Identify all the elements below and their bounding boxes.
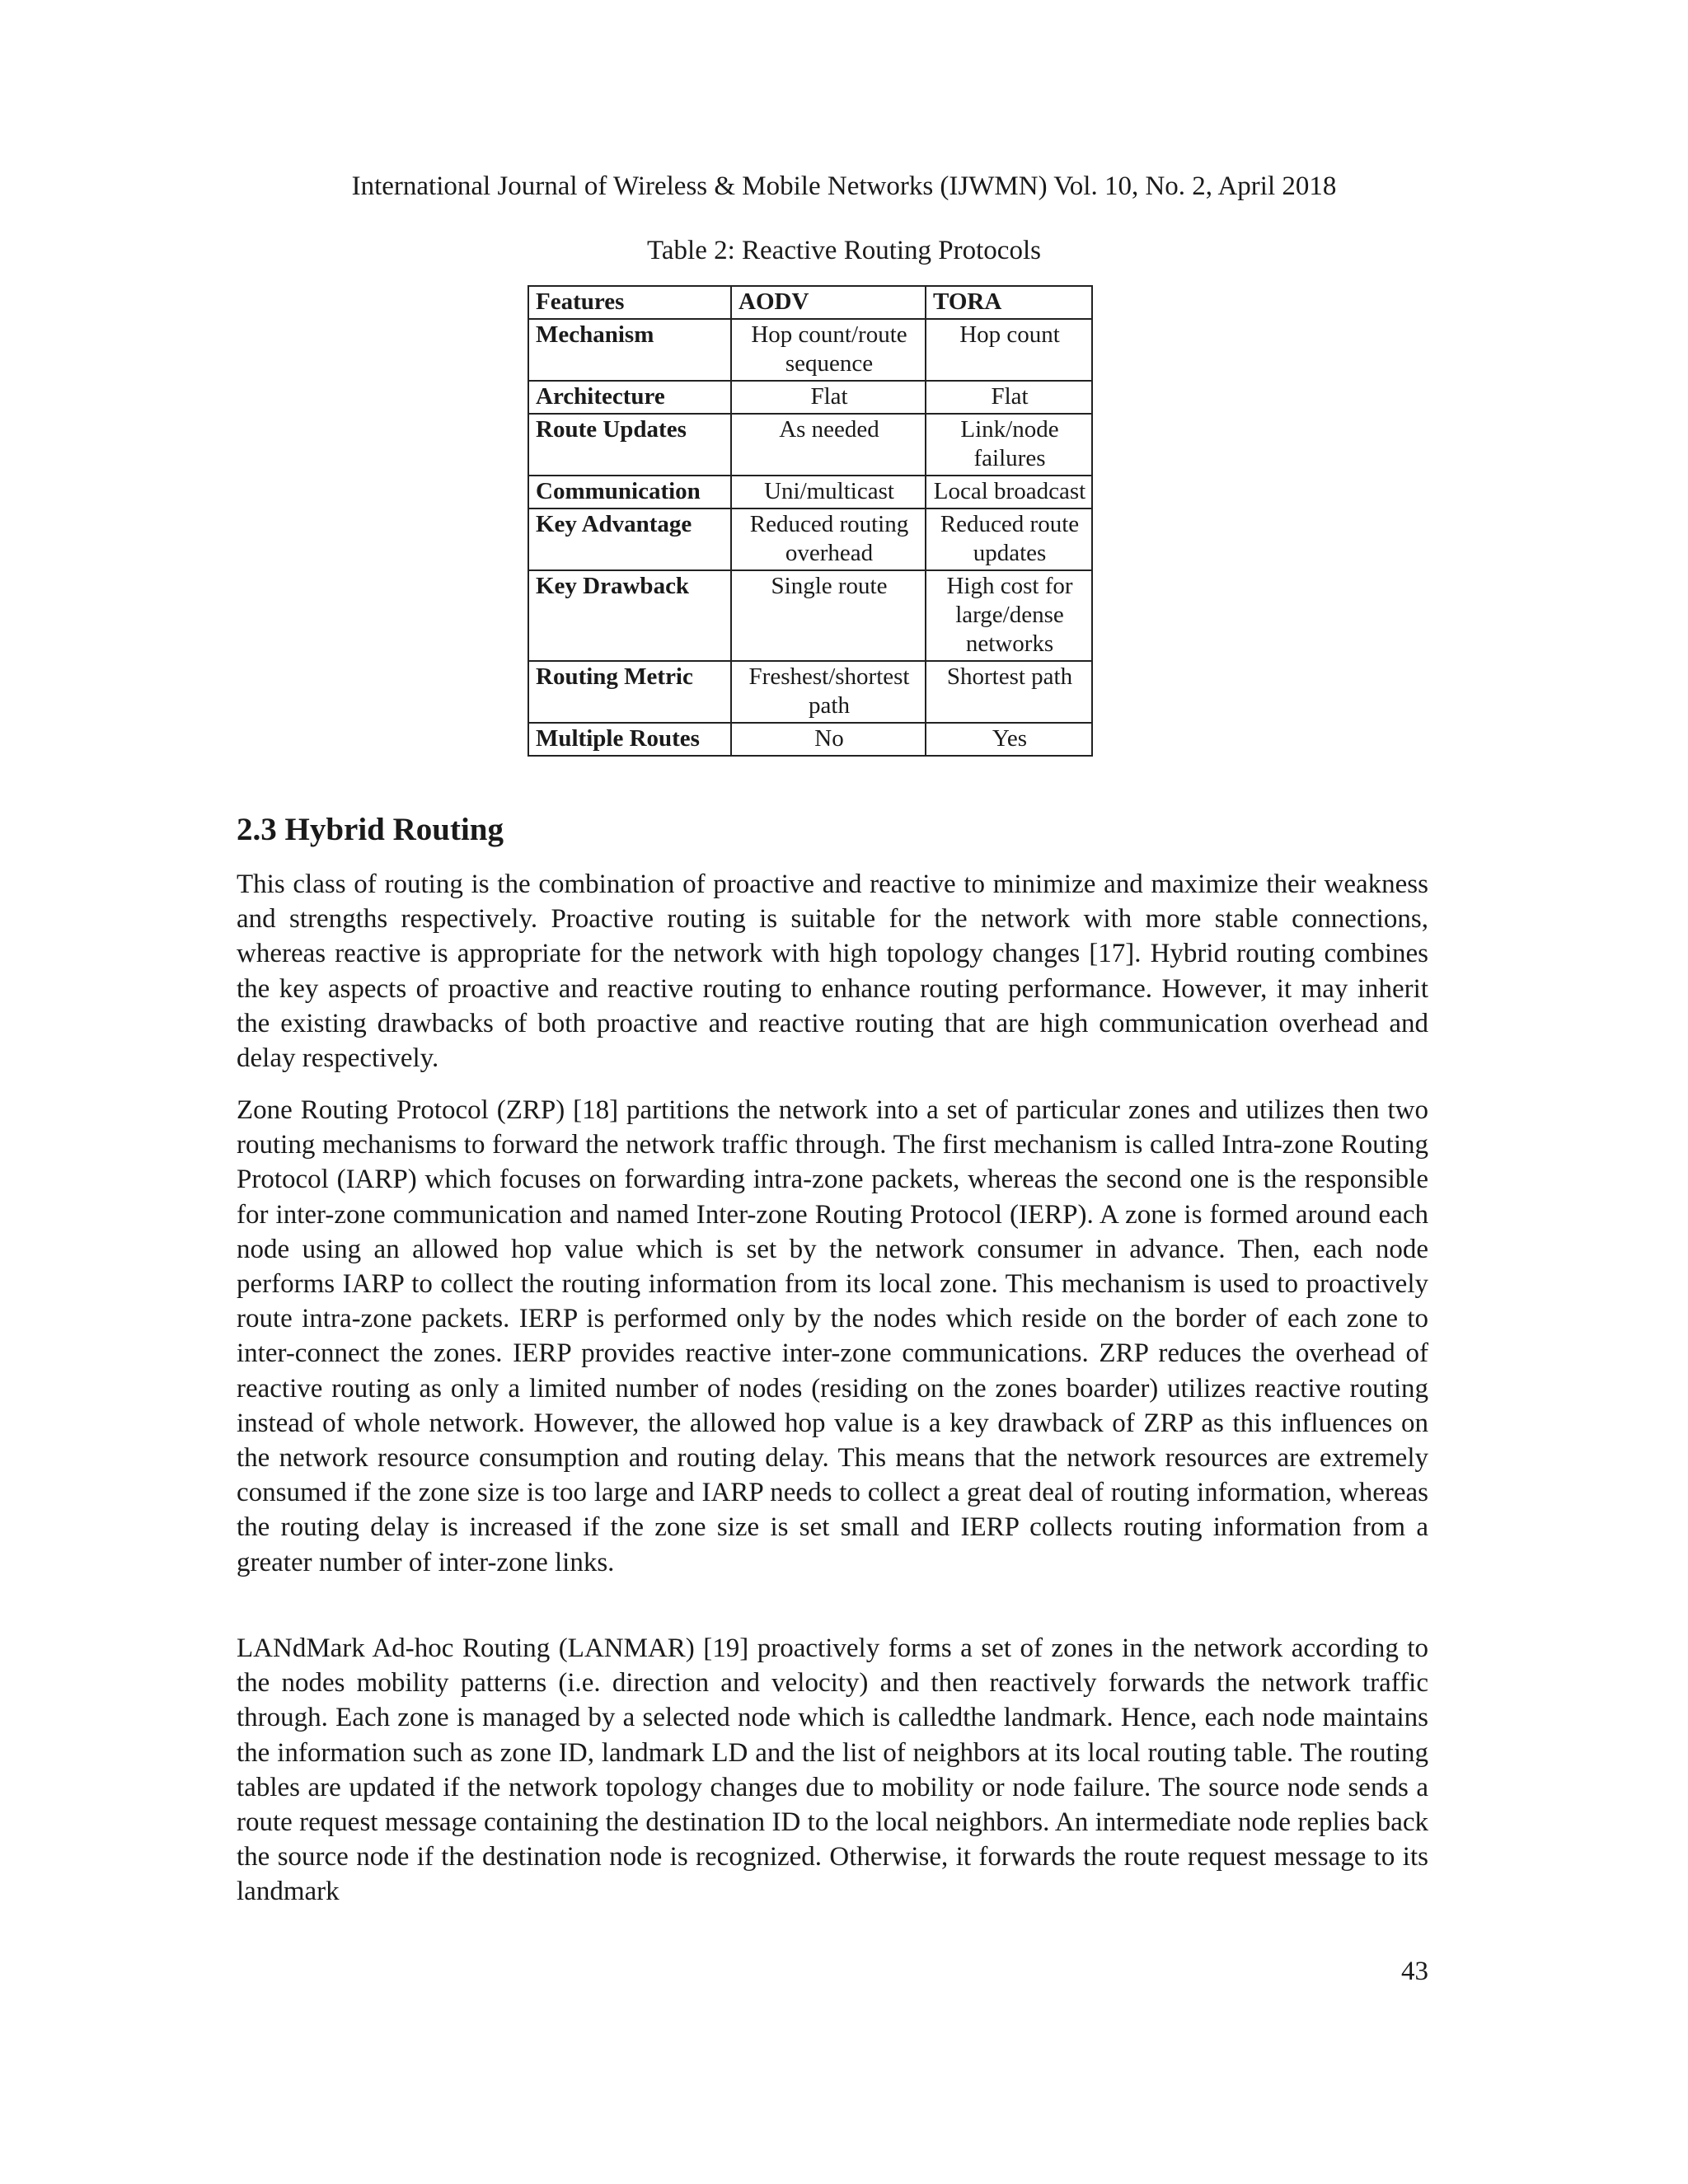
- table-caption: Table 2: Reactive Routing Protocols: [647, 236, 1041, 265]
- tora-cell: Local broadcast: [926, 476, 1092, 509]
- reactive-routing-table: [528, 285, 1093, 757]
- tora-cell: Shortest path: [926, 661, 1092, 723]
- table-row: [528, 509, 1092, 570]
- feature-cell: Mechanism: [528, 319, 731, 381]
- table-header-row: [528, 286, 1092, 319]
- table-row: [528, 661, 1092, 723]
- header-cell-tora: TORA: [926, 286, 1092, 319]
- tora-cell: Reduced route updates: [926, 509, 1092, 570]
- table-row: [528, 476, 1092, 509]
- aodv-cell: Hop count/route sequence: [731, 319, 926, 381]
- feature-cell: Key Advantage: [528, 509, 731, 570]
- feature-cell: Route Updates: [528, 414, 731, 476]
- aodv-cell: Freshest/shortest path: [731, 661, 926, 723]
- feature-cell: Routing Metric: [528, 661, 731, 723]
- feature-cell: Multiple Routes: [528, 723, 731, 756]
- aodv-cell: As needed: [731, 414, 926, 476]
- table-row: [528, 381, 1092, 414]
- section-heading: 2.3 Hybrid Routing: [237, 812, 504, 847]
- feature-cell: Key Drawback: [528, 570, 731, 661]
- header-cell-aodv: AODV: [731, 286, 926, 319]
- aodv-cell: Single route: [731, 570, 926, 661]
- table-row: [528, 723, 1092, 756]
- aodv-cell: Reduced routing overhead: [731, 509, 926, 570]
- body-paragraph: Zone Routing Protocol (ZRP) [18] partitions the network into a set of particular zones and utilizes then two routing mechanisms to forward the network traffic through. The first mechanism is called Intra-zone Routing Protocol (IARP) which focuses on forwarding intra-zone packets, whereas the second one is the responsible for inter-zone communication and named Inter-zone Routing Protocol (IERP). A zone is formed around each node using an allowed hop value which is set by the network consumer in advance. Then, each node performs IARP to collect the routing information from its local zone. This mechanism is used to proactively route intra-zone packets. IERP is performed only by the nodes which reside on the border of each zone to inter-connect the zones. IERP provides reactive inter-zone communications. ZRP reduces the overhead of reactive routing as only a limited number of nodes (residing on the zones boarder) utilizes reactive routing instead of whole network. However, the allowed hop value is a key drawback of ZRP as this influences on the network resource consumption and routing delay. This means that the network resources are extremely consumed if the zone size is too large and IARP needs to collect a great deal of routing information, whereas the routing delay is increased if the zone size is set small and IERP collects routing information from a greater number of inter-zone links.: [237, 1095, 1428, 1577]
- tora-cell: High cost for large/dense networks: [926, 570, 1092, 661]
- table-row: [528, 319, 1092, 381]
- tora-cell: Yes: [926, 723, 1092, 756]
- header-cell-features: Features: [528, 286, 731, 319]
- body-paragraph: This class of routing is the combination of proactive and reactive to minimize and maximize their weakness and strengths respectively. Proactive routing is suitable for the network with more stable connections, whereas reactive is appropriate for the network with high topology changes [17]. Hybrid routing combines the key aspects of proactive and reactive routing to enhance routing performance. However, it may inherit the existing drawbacks of both proactive and reactive routing that are high communication overhead and delay respectively.: [237, 869, 1428, 1074]
- tora-cell: Hop count: [926, 319, 1092, 381]
- aodv-cell: Flat: [731, 381, 926, 414]
- feature-cell: Architecture: [528, 381, 731, 414]
- table-row: [528, 570, 1092, 661]
- tora-cell: Flat: [926, 381, 1092, 414]
- running-header: International Journal of Wireless & Mobile Networks (IJWMN) Vol. 10, No. 2, April 2018: [351, 171, 1337, 201]
- table-row: [528, 414, 1092, 476]
- tora-cell: Link/node failures: [926, 414, 1092, 476]
- page-number: 43: [1401, 1957, 1428, 1986]
- aodv-cell: Uni/multicast: [731, 476, 926, 509]
- body-paragraph: LANdMark Ad-hoc Routing (LANMAR) [19] proactively forms a set of zones in the network according to the nodes mobility patterns (i.e. direction and velocity) and then reactively forwards the network traffic through. Each zone is managed by a selected node which is calledthe landmark. Hence, each node maintains the information such as zone ID, landmark LD and the list of neighbors at its local routing table. The routing tables are updated if the network topology changes due to mobility or node failure. The source node sends a route request message containing the destination ID to the local neighbors. An intermediate node replies back the source node if the destination node is recognized. Otherwise, it forwards the route request message to its landmark: [237, 1633, 1428, 1907]
- aodv-cell: No: [731, 723, 926, 756]
- feature-cell: Communication: [528, 476, 731, 509]
